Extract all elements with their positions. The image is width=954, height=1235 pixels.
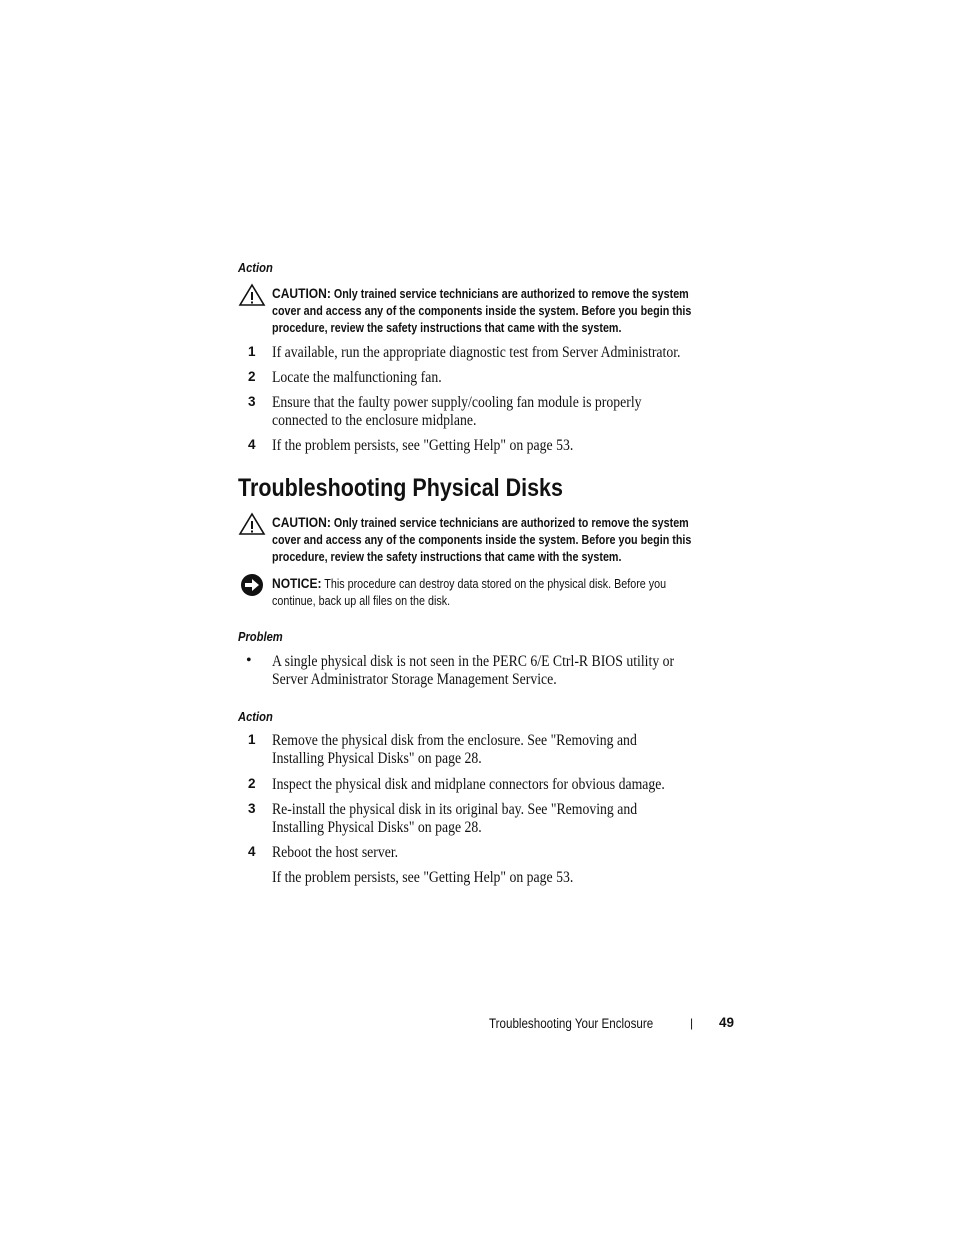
step-number: 3 (248, 394, 256, 409)
problem-text (272, 653, 742, 689)
step-text (272, 801, 742, 837)
notice-line: continue, back up all files on the disk. (272, 594, 451, 608)
step-line: Ensure that the faulty power supply/cooling fan module is properly (272, 394, 642, 411)
step-line: Installing Physical Disks" on page 28. (272, 750, 482, 767)
step-line: Re-install the physical disk in its original bay. See "Removing and (272, 801, 638, 818)
step-number: 1 (248, 344, 256, 359)
caution-line: Only trained service technicians are authorized to remove the system (333, 516, 689, 530)
step-text (272, 776, 742, 794)
bullet: • (246, 652, 252, 669)
step-number: 3 (248, 801, 256, 816)
step-text (272, 369, 742, 387)
step-line: Remove the physical disk from the enclosure. See "Removing and (272, 732, 637, 749)
notice-note (272, 575, 812, 610)
notice-line: This procedure can destroy data stored on the physical disk. Before you (324, 577, 667, 591)
caution-note (272, 285, 812, 337)
caution-label: CAUTION: (272, 285, 331, 301)
notice-label: NOTICE: (272, 575, 322, 591)
caution-line: procedure, review the safety instructions that came with the system. (272, 550, 622, 564)
caution-label: CAUTION: (272, 514, 331, 530)
step-number: 4 (248, 844, 256, 859)
step-line: connected to the enclosure midplane. (272, 412, 477, 429)
step-text (272, 844, 742, 862)
step-line: Reboot the host server. (272, 844, 399, 861)
step-text (272, 732, 742, 768)
step-number: 2 (248, 369, 256, 384)
step-line: Installing Physical Disks" on page 28. (272, 819, 482, 836)
step-line: If available, run the appropriate diagnostic test from Server Administrator. (272, 344, 681, 361)
caution-line: cover and access any of the components inside the system. Before you begin this (272, 304, 692, 318)
final-note-line: If the problem persists, see "Getting Help" on page 53. (272, 869, 574, 886)
caution-icon (238, 283, 266, 307)
page-number: 49 (719, 1015, 735, 1030)
action-heading: Action (238, 260, 273, 275)
caution-note (272, 514, 812, 566)
action-heading: Action (238, 709, 273, 724)
notice-icon (240, 573, 264, 597)
section-title: Troubleshooting Physical Disks (238, 474, 563, 502)
step-number: 2 (248, 776, 256, 791)
step-line: If the problem persists, see "Getting Help" on page 53. (272, 437, 574, 454)
step-text (272, 344, 742, 362)
caution-line: cover and access any of the components inside the system. Before you begin this (272, 533, 692, 547)
step-line: Inspect the physical disk and midplane connectors for obvious damage. (272, 776, 665, 793)
final-note (272, 869, 742, 887)
caution-icon (238, 512, 266, 536)
problem-heading: Problem (238, 629, 283, 644)
step-text (272, 394, 742, 430)
footer-separator: | (690, 1016, 694, 1030)
step-number: 1 (248, 732, 256, 747)
step-number: 4 (248, 437, 256, 452)
problem-line: Server Administrator Storage Management Service. (272, 671, 557, 688)
caution-line: procedure, review the safety instructions that came with the system. (272, 321, 622, 335)
caution-line: Only trained service technicians are authorized to remove the system (333, 287, 689, 301)
step-text (272, 437, 742, 455)
footer-section-title: Troubleshooting Your Enclosure (489, 1016, 654, 1031)
problem-line: A single physical disk is not seen in the PERC 6/E Ctrl-R BIOS utility or (272, 653, 675, 670)
step-line: Locate the malfunctioning fan. (272, 369, 442, 386)
